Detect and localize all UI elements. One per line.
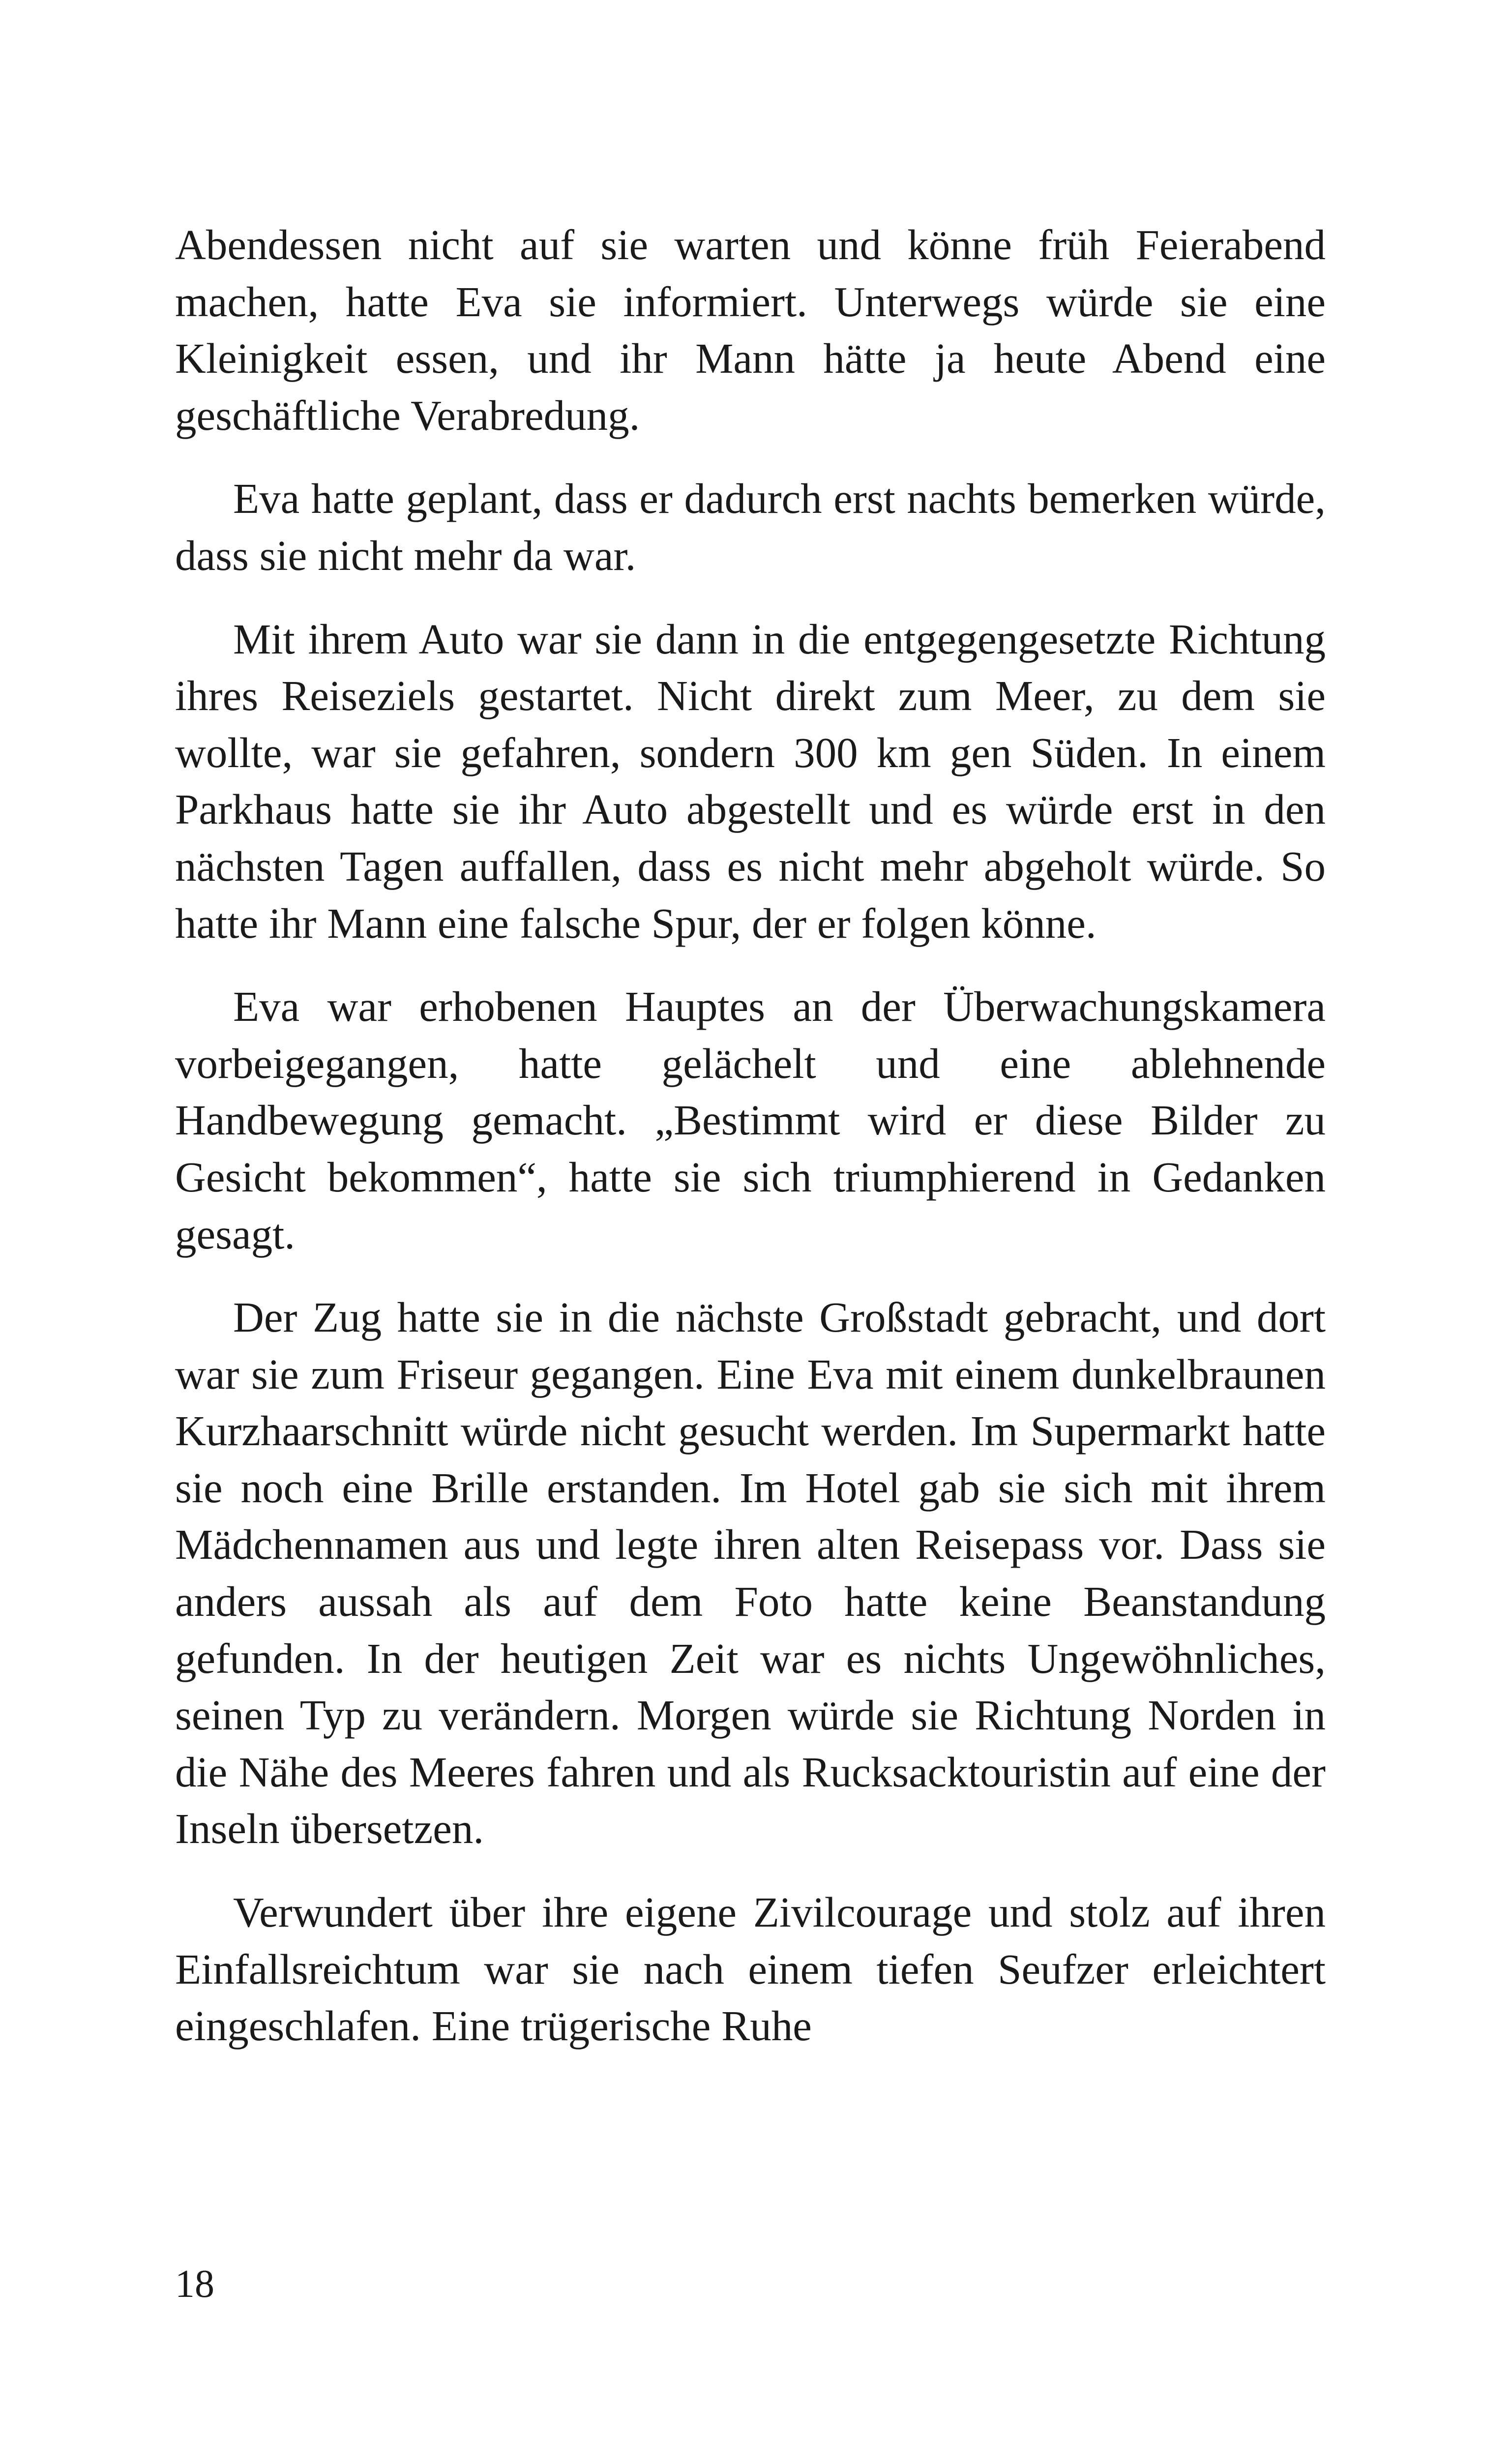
paragraph: Der Zug hatte sie in die nächste Großstadt gebracht, und dort war sie zum Friseur gegangen. Eine Eva mit einem dunkelbraunen Kurzhaarschnitt würde nicht gesucht werden. Im Supermarkt hatte sie noch eine Brille erstanden. Im Hotel gab sie sich mit ihrem Mädchennamen aus und legte ihren alten Reisepass vor. Dass sie anders aussah als auf dem Foto hatte keine Beanstandung gefunden. In der heutigen Zeit war es nichts Ungewöhnliches, seinen Typ zu verändern. Morgen würde sie Richtung Norden in die Nähe des Meeres fahren und als Rucksacktouristin auf eine der Inseln übersetzen. [175, 1293, 1326, 1853]
paragraph: Eva war erhobenen Hauptes an der Überwachungskamera vorbeigegangen, hatte gelächelt und eine ablehnende Handbewegung gemacht. „Bestimmt wird er diese Bilder zu Gesicht bekommen“, hatte sie sich triumphierend in Gedanken gesagt. [175, 982, 1326, 1258]
paragraph: Abendessen nicht auf sie warten und könne früh Feierabend machen, hatte Eva sie informiert. Unterwegs würde sie eine Kleinigkeit essen, und ihr Mann hätte ja heute Abend eine geschäftliche Verabredung. [175, 221, 1326, 439]
page-number: 18 [175, 2262, 214, 2306]
paragraph: Mit ihrem Auto war sie dann in die entgegengesetzte Richtung ihres Reiseziels gestartet. Nicht direkt zum Meer, zu dem sie wollte, war sie gefahren, sondern 300 km gen Süden. In einem Parkhaus hatte sie ihr Auto abgestellt und es würde erst in den nächsten Tagen auffallen, dass es nicht mehr abgeholt würde. So hatte ihr Mann eine falsche Spur, der er folgen könne. [175, 615, 1326, 947]
paragraph: Verwundert über ihre eigene Zivilcourage und stolz auf ihren Einfallsreichtum war sie nach einem tiefen Seufzer erleichtert eingeschlafen. Eine trügerische Ruhe [175, 1888, 1326, 2050]
paragraph: Eva hatte geplant, dass er dadurch erst nachts bemerken würde, dass sie nicht mehr da war. [175, 475, 1326, 579]
body-text [175, 216, 1326, 2081]
